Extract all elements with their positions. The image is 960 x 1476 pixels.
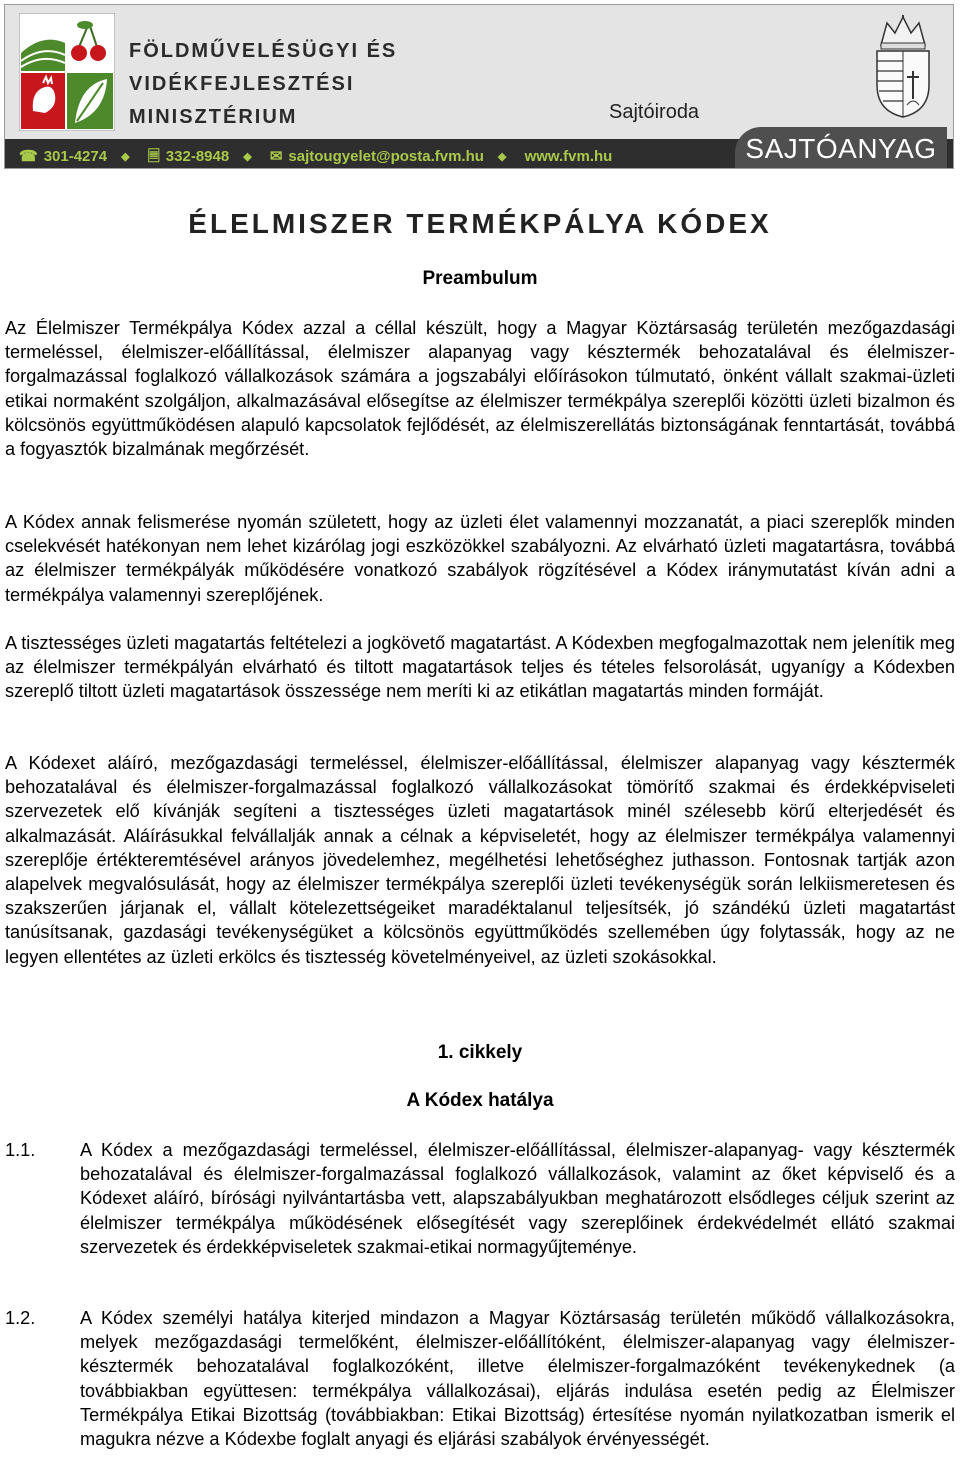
phone-icon: ☎ (19, 148, 38, 165)
diamond-separator-icon: ◆ (243, 151, 252, 163)
paragraph: Az Élelmiszer Termékpálya Kódex azzal a céllal készült, hogy a Magyar Köztársaság területén mezőgazdasági termeléssel, élelmiszer-előállítással, élelmiszer alapanyag vagy késztermék behozatalával és élelmiszer-forgalmazással foglalkozó vállalkozások számára a jogszabályi előírásokon túlmutató, önként vállalt szakmai-üzleti etikai normaként szolgáljon, alkalmazásával elősegítse az élelmiszer termékpálya szereplői közötti üzleti bizalmon és kölcsönös együttműködésen alapuló kapcsolatok fejlődését, az élelmiszerellátás biztonságának fenntartását, továbbá a fogyasztók bizalmának megőrzését. (5, 318, 955, 460)
preamble-heading: Preambulum (422, 268, 538, 289)
paragraph: A Kódexet aláíró, mezőgazdasági termeléssel, élelmiszer-előállítással, élelmiszer alapanyag vagy késztermék behozatalával és élelmiszer-forgalmazással foglalkozó vállalkozásokat tömörítő szakmai és érdekképviseleti szervezetek elő kívánják segíteni a tisztességes üzleti magatartások minél szélesebb körű elterjedését és alkalmazását. Aláírásukkal felvállalják annak a célnak a képviseletét, hogy az élelmiszer termékpálya valamennyi szereplője értékteremtésével arányos jövedelemhez, megélhetési lehetőséghez juthasson. Fontosnak tartják azon alapelvek megvalósulását, hogy az élelmiszer termékpálya szereplői üzleti tevékenységük során lelkiismeretesen és szakszerűen járjanak el, vállalt kötelezettségeiket maradéktalanul teljesítsék, jó szándékú üzleti magatartást tanúsítsanak, gazdasági tevékenységüket a kölcsönös együttműködés szellemében úgy folytassák, hogy az ne legyen ellentétes az üzleti erkölcs és tisztesség követelményeivel, az üzleti szokásokkal. (5, 753, 955, 967)
item-text: A Kódex személyi hatálya kiterjed mindazon a Magyar Köztársaság területén működő vállalkozásokra, melyek mezőgazdasági termelőként, élelmiszer-előállítóként, élelmiszer-alapanyag vagy élelmiszer-késztermék behozatalával foglalkozóként, illetve élelmiszer-forgalmazóként tevékenykednek (a továbbiakban együttesen: termékpálya vállalkozásai), eljárás indulása esetén pedig az Élelmiszer Termékpálya Etikai Bizottság (továbbiakban: Etikai Bizottság) értesítése nyomán nyilatkozatban ismerik el magukra nézve a Kódexbe foglalt anyagi és eljárási szabályok érvényességét. (80, 1308, 955, 1450)
ministry-line-3: MINISZTÉRIUM (129, 106, 298, 128)
website-link[interactable]: www.fvm.hu (524, 148, 613, 165)
item-text: A Kódex a mezőgazdasági termeléssel, élelmiszer-előállítással, élelmiszer-alapanyag- vagy késztermék behozatalával és élelmiszer-forgalmazással foglalkozó vállalkozások, valamint az őket képviselő és a Kódexet aláíró, bírósági nyilvántartásba vett, alapszabályukban meghatározott elsődleges céljuk szerint az élelmiszer termékpálya működésének elősegítését vagy szereplőinek érdekvédelmét ellátó szakmai szervezetek és érdekképviseletek szakmai-etikai normagyűjteménye. (80, 1140, 955, 1257)
fax-number: 332-8948 (165, 148, 230, 165)
fax-icon: 🗏 (147, 148, 160, 165)
item-number: 1.2. (5, 1308, 36, 1328)
phone-number: 301-4274 (43, 148, 108, 165)
ministry-logo-icon (19, 13, 115, 131)
contact-list (19, 146, 618, 169)
article-number: 1. cikkely (437, 1042, 523, 1063)
ministry-line-2: VIDÉKFEJLESZTÉSI (129, 73, 355, 95)
envelope-icon: ✉ (269, 148, 283, 165)
document-title: ÉLELMISZER TERMÉKPÁLYA KÓDEX (188, 208, 772, 239)
ministry-name (129, 35, 397, 134)
press-banner (4, 4, 954, 169)
diamond-separator-icon: ◆ (121, 151, 130, 163)
press-release-tag: SAJTÓANYAG (735, 127, 947, 169)
press-office-label: Sajtóiroda (609, 101, 700, 123)
coat-of-arms-icon (867, 15, 939, 119)
article-title: A Kódex hatálya (406, 1090, 554, 1111)
list-item (5, 1306, 955, 1451)
paragraph: A tisztességes üzleti magatartás feltételezi a jogkövető magatartást. A Kódexben megfogalmazottak nem jelenítik meg az élelmiszer termékpályán elvárható és tiltott magatartások teljes és tételes felsorolását, ugyanígy a Kódexben szereplő tiltott üzleti magatartások összessége nem meríti ki az etikátlan magatartás minden formáját. (5, 633, 955, 702)
paragraph: A Kódex annak felismerése nyomán született, hogy az üzleti élet valamennyi mozzanatát, a piaci szereplők minden cselekvését hatékonyan nem lehet kizárólag jogi eszközökkel szabályozni. Az elvárható üzleti magatartásra, továbbá az élelmiszer termékpályák működésére vonatkozó szabályok rögzítésével a Kódex iránymutatást kíván adni a termékpálya valamennyi szereplőjének. (5, 512, 955, 605)
email-link[interactable]: sajtougyelet@posta.fvm.hu (288, 148, 484, 165)
list-item (5, 1138, 955, 1259)
item-number: 1.1. (5, 1140, 36, 1160)
diamond-separator-icon: ◆ (497, 151, 507, 163)
ministry-line-1: FÖLDMŰVELÉSÜGYI ÉS (129, 40, 398, 62)
